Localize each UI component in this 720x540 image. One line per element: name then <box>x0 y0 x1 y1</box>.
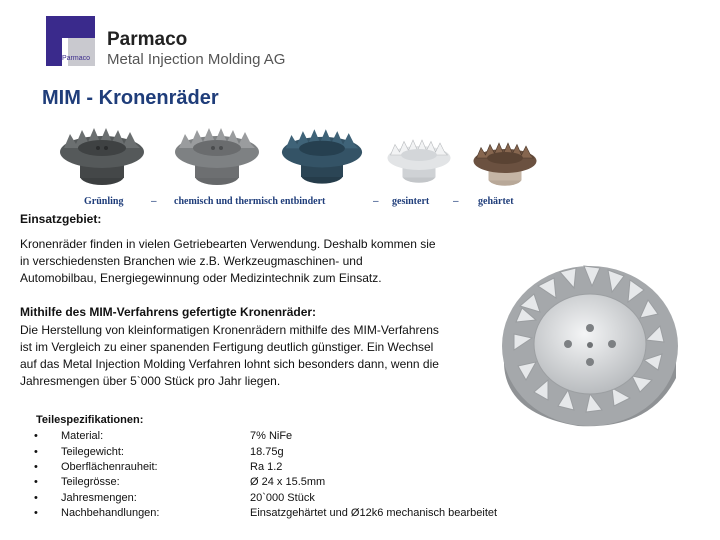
company-name: Parmaco <box>107 29 188 50</box>
spec-value: Ra 1.2 <box>250 461 283 473</box>
stage-dash: – <box>151 196 157 207</box>
stage-label-gesintert: gesintert <box>392 196 430 207</box>
stage-label-gruenling: Grünling <box>84 196 124 207</box>
bullet-icon: • <box>34 461 38 473</box>
stage-label-gehaertet: gehärtet <box>478 196 514 207</box>
spec-label: Teilegrösse: <box>61 476 120 488</box>
bullet-icon: • <box>34 446 38 458</box>
paragraph-einsatzgebiet: Kronenräder finden in vielen Getriebearten Verwendung. Deshalb kommen sie in verschiedensten Branchen wie z.B. Werkzeugmaschinen- und Automobilbau, Energiegewinnung oder Medizintechnik zum Einsatz. <box>20 237 436 285</box>
spec-label: Material: <box>61 430 104 442</box>
gear-image-gesintert-blue <box>280 122 364 190</box>
bullet-icon: • <box>34 507 38 519</box>
stage-dash: – <box>453 196 459 207</box>
logo-text: Parmaco <box>62 55 91 62</box>
spec-value: 18.75g <box>250 446 284 458</box>
spec-value: 7% NiFe <box>250 430 293 442</box>
spec-label: Jahresmengen: <box>61 492 137 504</box>
section-heading-einsatzgebiet: Einsatzgebiet: <box>20 212 102 226</box>
bullet-icon: • <box>34 492 38 504</box>
spec-value: 20`000 Stück <box>250 492 315 504</box>
stage-label-entbindert: chemisch und thermisch entbindert <box>174 196 326 207</box>
bullet-icon: • <box>34 476 38 488</box>
stage-dash: – <box>373 196 379 207</box>
crown-gear-render <box>490 246 690 436</box>
gear-image-gruenling <box>58 122 146 190</box>
gear-image-gesintert <box>386 134 452 188</box>
gear-image-entbindert <box>173 122 261 190</box>
paragraph-mim: Die Herstellung von kleinformatigen Kronenrädern mithilfe des MIM-Verfahrens ist im Vergleich zu einer spanenden Fertigung deutlich günstiger. Ein Wechsel auf das Metal Injection Molding Verfahren lohnt sich besonders dann, wenn die Jahresmengen über 5`000 Stück pro Jahr liegen. <box>20 323 439 388</box>
spec-value: Ø 24 x 15.5mm <box>250 476 326 488</box>
spec-label: Teilegewicht: <box>61 446 124 458</box>
spec-label: Oberflächenrauheit: <box>61 461 158 473</box>
gear-image-gehaertet <box>472 138 538 190</box>
section-heading-mim: Mithilfe des MIM-Verfahrens gefertigte Kronenräder: <box>20 305 317 319</box>
spec-value: Einsatzgehärtet und Ø12k6 mechanisch bearbeitet <box>250 507 498 519</box>
spec-label: Nachbehandlungen: <box>61 507 160 519</box>
page-title: MIM - Kronenräder <box>42 87 219 109</box>
bullet-icon: • <box>34 430 38 442</box>
spec-heading: Teilespezifikationen: <box>36 414 144 426</box>
company-logo <box>46 16 95 66</box>
company-subtitle: Metal Injection Molding AG <box>107 51 286 68</box>
